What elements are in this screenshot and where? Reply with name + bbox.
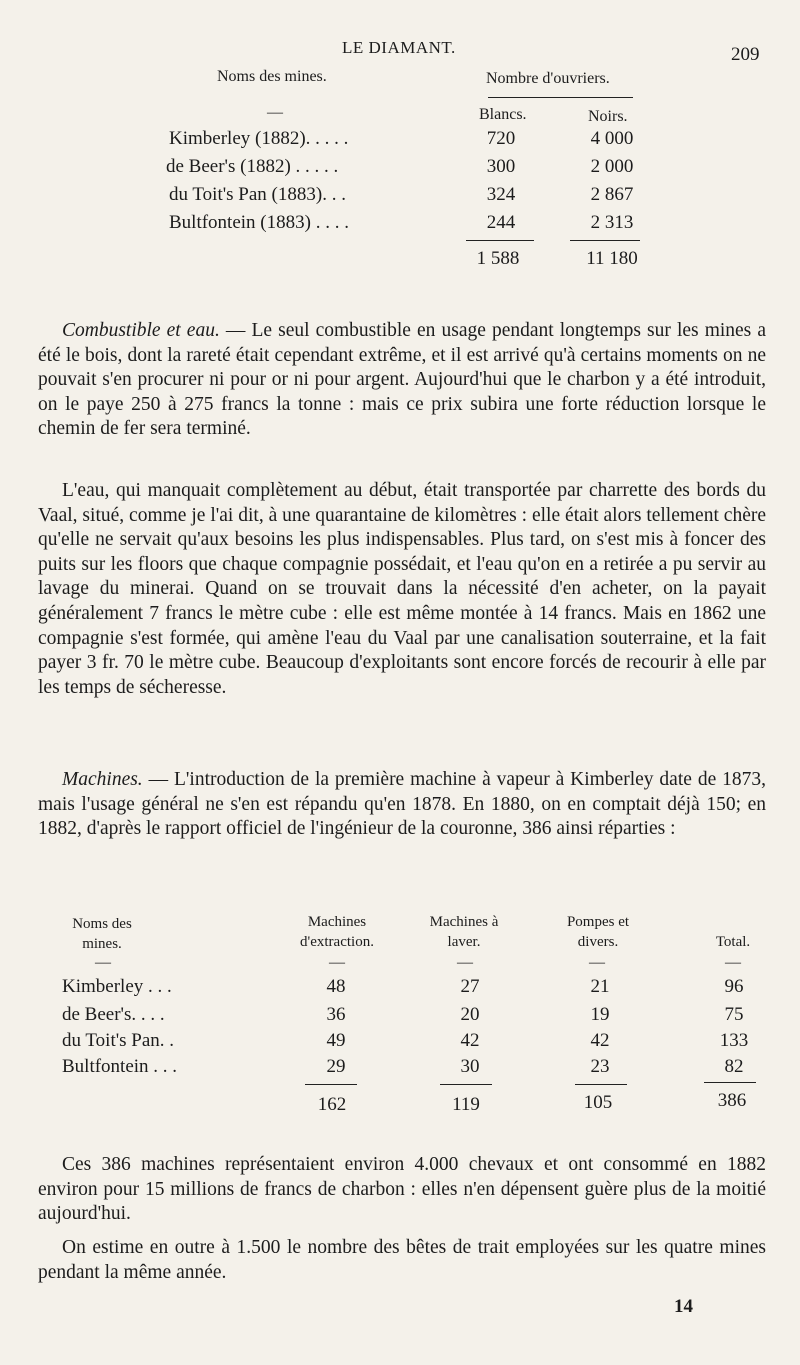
col-header-pumps: Pompes et divers.: [566, 914, 630, 950]
whites-total: 1 588: [476, 248, 520, 269]
total-value: 96: [724, 976, 744, 997]
header-dash: —: [95, 954, 111, 971]
mine-name: Bultfontein . . .: [62, 1056, 178, 1077]
sub-header-whites: Blancs.: [479, 106, 527, 123]
blacks-total-rule: [570, 240, 640, 241]
blacks-value: 2 000: [590, 156, 634, 177]
pumps-total-rule: [575, 1084, 627, 1085]
washing-total-rule: [440, 1084, 492, 1085]
sub-header-blacks: Noirs.: [588, 108, 628, 125]
header-dash: —: [457, 954, 473, 971]
extraction-value: 36: [326, 1004, 346, 1025]
header-dash: —: [589, 954, 605, 971]
extraction-total-rule: [305, 1084, 357, 1085]
col-mines-header: Noms des mines.: [217, 68, 327, 85]
whites-value: 300: [486, 156, 516, 177]
pumps-value: 23: [590, 1056, 610, 1077]
water-text: L'eau, qui manquait complètement au début, était transportée par charrette des bords du Vaal, situé, comme je l'ai dit, à une quarantaine de kilomètres : elle était alors tellement chère qu'elle ne servait qu'aux besoins les plus indispensables. Plus tard, on s'est mis à foncer des puits sur les floors que chaque compagnie possédait, et l'eau qu'on en a retirée a pu servir au lavage du minerai. Quand on se trouvait dans la nécessité d'en acheter, on la payait généralement 7 francs le mètre cube : elle est même montée à 14 francs. Mais en 1862 une compagnie s'est formée, qui amène l'eau du Vaal par une canalisation souterraine, et la fait payer 3 fr. 70 le mètre cube. Beaucoup d'exploitants sont encore forcés de recourir à elle par les temps de sécheresse.: [38, 480, 766, 698]
mine-name: du Toit's Pan (1883). . .: [169, 184, 346, 205]
total-total-rule: [704, 1082, 756, 1083]
signature-mark: 14: [674, 1296, 693, 1317]
whites-value: 324: [486, 184, 516, 205]
col-header-total: Total.: [715, 934, 751, 950]
pumps-total: 105: [583, 1092, 613, 1113]
header-dash: —: [725, 954, 741, 971]
fuel-paragraph: [38, 319, 766, 442]
blacks-value: 2 867: [590, 184, 634, 205]
washing-value: 42: [460, 1030, 480, 1051]
whites-value: 244: [486, 212, 516, 233]
col-header-washing: Machines à laver.: [429, 914, 499, 950]
whites-total-rule: [466, 240, 534, 241]
whites-value: 720: [486, 128, 516, 149]
washing-value: 20: [460, 1004, 480, 1025]
mine-name: Bultfontein (1883) . . . .: [169, 212, 349, 233]
running-title: LE DIAMANT.: [342, 38, 456, 57]
fuel-text: — Le seul combustible en usage pendant longtemps sur les mines a été le bois, dont la rareté était cependant extrême, et il est arrivé qu'à certains moments on ne pouvait s'en procurer ni pour or ni pour argent. Aujourd'hui que le charbon y a été introduit, on le paye 250 à 275 francs la tonne : mais ce prix subira une forte réduction lorsque le chemin de fer sera terminé.: [38, 320, 766, 440]
extraction-value: 49: [326, 1030, 346, 1051]
extraction-value: 29: [326, 1056, 346, 1077]
total-value: 82: [724, 1056, 744, 1077]
workers-header-rule: [488, 97, 633, 98]
extraction-value: 48: [326, 976, 346, 997]
closing-paragraph-2: On estime en outre à 1.500 le nombre des bêtes de trait employées sur les quatre mines pendant la même année.: [38, 1237, 766, 1283]
pumps-value: 42: [590, 1030, 610, 1051]
pumps-value: 19: [590, 1004, 610, 1025]
page-number: 209: [731, 44, 760, 65]
washing-total: 119: [452, 1094, 480, 1115]
mines-header-dash: —: [267, 104, 283, 121]
machines-paragraph: [38, 768, 766, 842]
blacks-total: 11 180: [586, 248, 638, 269]
mine-name: Kimberley (1882). . . . .: [169, 128, 349, 149]
total-value: 75: [724, 1004, 744, 1025]
col-workers-header: Nombre d'ouvriers.: [486, 70, 610, 87]
blacks-value: 2 313: [590, 212, 634, 233]
col-header-mines: Noms des mines.: [72, 916, 132, 952]
extraction-total: 162: [317, 1094, 347, 1115]
mine-name: du Toit's Pan. .: [62, 1030, 175, 1051]
total-value: 133: [719, 1030, 749, 1051]
machines-heading: Machines.: [62, 769, 143, 790]
mine-name: de Beer's (1882) . . . . .: [166, 156, 339, 177]
mine-name: Kimberley . . .: [62, 976, 172, 997]
blacks-value: 4 000: [590, 128, 634, 149]
total-total: 386: [717, 1090, 747, 1111]
machines-text: — L'introduction de la première machine à vapeur à Kimberley date de 1873, mais l'usage général ne s'en est répandu qu'en 1878. En 1880, on en comptait déjà 150; en 1882, d'après le rapport officiel de l'ingénieur de la couronne, 386 ainsi réparties :: [38, 769, 766, 840]
washing-value: 30: [460, 1056, 480, 1077]
closing-paragraph-1: Ces 386 machines représentaient environ 4.000 chevaux et ont consommé en 1882 environ pour 15 millions de francs de charbon : elles n'en dépensent guère plus de la moitié aujourd'hui.: [38, 1154, 766, 1225]
col-header-extraction: Machines d'extraction.: [300, 914, 374, 950]
fuel-heading: Combustible et eau.: [62, 320, 220, 341]
mine-name: de Beer's. . . .: [62, 1004, 165, 1025]
washing-value: 27: [460, 976, 480, 997]
header-dash: —: [329, 954, 345, 971]
pumps-value: 21: [590, 976, 610, 997]
water-paragraph: [38, 479, 766, 700]
